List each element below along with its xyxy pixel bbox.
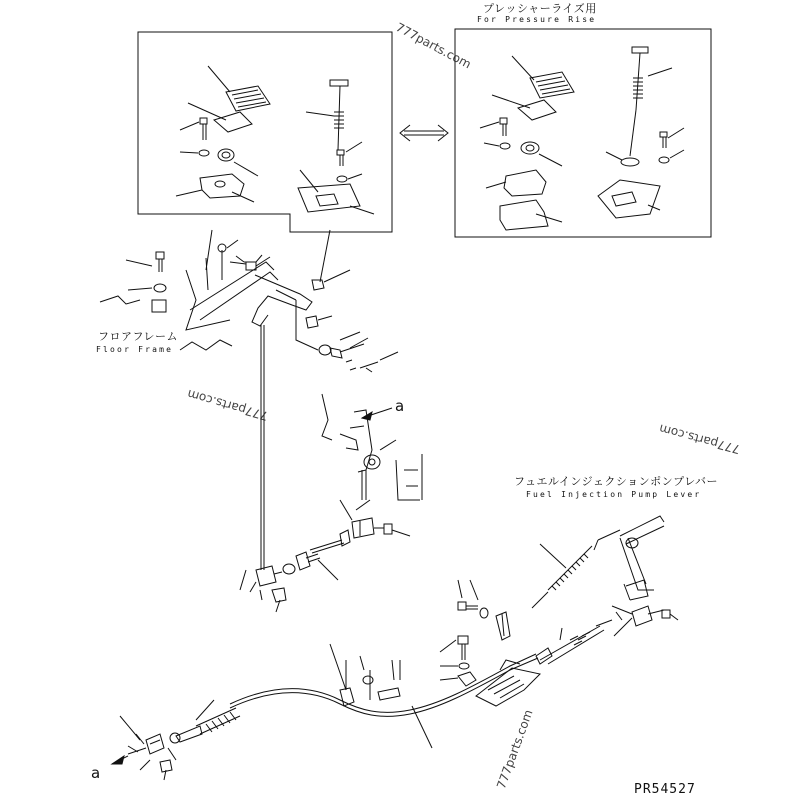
pedal-linkage <box>100 230 398 570</box>
right-inset-frame <box>455 29 711 237</box>
watermark-bottom: 777parts.com <box>494 707 536 791</box>
cable-bracket <box>440 580 540 706</box>
floor-frame-label-jp: フロアフレーム <box>98 330 179 343</box>
left-inset-frame <box>138 32 392 232</box>
reference-a-bottom: a <box>91 764 101 782</box>
watermark-mid-left: 777parts.com <box>185 386 270 424</box>
pressure-rise-label-en: For Pressure Rise <box>477 15 597 24</box>
part-number: PR54527 <box>634 782 696 797</box>
intermediate-lever <box>240 394 422 612</box>
watermark-mid-right: 777parts.com <box>657 421 742 457</box>
watermark-top: 777parts.com <box>393 20 474 72</box>
reference-a-top: a <box>395 397 405 415</box>
left-inset-parts <box>176 66 374 214</box>
floor-frame-label-en: Floor Frame <box>96 345 174 354</box>
fuel-pump-linkage <box>532 516 678 664</box>
pressure-rise-label-jp: プレッシャーライズ用 <box>483 2 597 15</box>
right-inset-parts <box>480 47 684 230</box>
throttle-cable <box>112 644 538 780</box>
fuel-pump-lever-label-jp: フュエルインジェクションポンプレバー <box>514 475 718 488</box>
fuel-pump-lever-label-en: Fuel Injection Pump Lever <box>526 490 702 499</box>
double-arrow-icon <box>400 125 448 141</box>
